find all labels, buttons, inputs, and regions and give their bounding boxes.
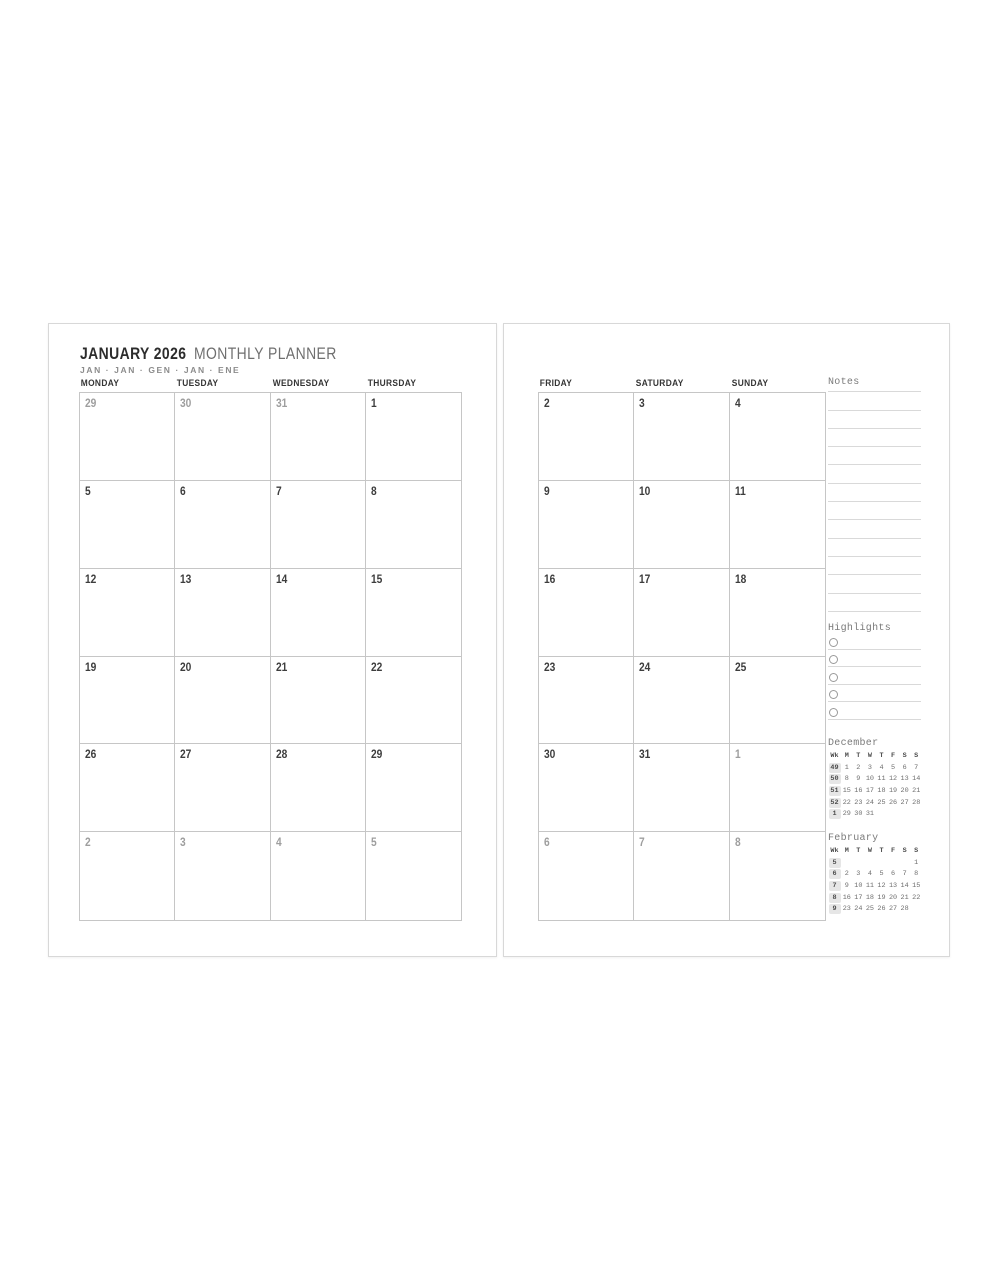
note-line [828,392,921,410]
mini-day [841,857,853,869]
day-cell [366,393,461,481]
day-number: 25 [734,659,747,674]
mini-day: 21 [912,786,921,795]
mini-day: 15 [842,786,851,795]
highlights-section [828,632,921,720]
mini-day: 11 [865,881,874,890]
mini-day: 12 [888,775,898,784]
weekday-header: TUESDAY [176,378,219,389]
day-number: 7 [639,835,646,850]
mini-day: 25 [865,905,874,914]
mini-day: 19 [888,786,898,795]
day-number: 31 [639,747,651,762]
note-line [828,465,921,483]
note-line [828,539,921,557]
note-line [828,520,921,538]
weekday-header: FRIDAY [539,378,573,389]
day-cell [366,481,461,569]
mini-calendar-february [828,834,922,915]
mini-day: 6 [891,870,896,879]
day-number: 14 [275,571,287,586]
mini-day: 5 [891,763,896,772]
weekday-header: WEDNESDAY [272,378,330,389]
day-cell [634,569,729,657]
day-cell [539,744,634,832]
mini-day: 13 [900,775,909,784]
mini-day: 18 [865,893,874,902]
mini-day: 25 [877,798,886,807]
mini-day: 29 [842,810,851,819]
mini-weekday-header: S [902,751,907,760]
page-title [80,344,337,364]
mini-day: 23 [842,905,851,914]
mini-weekday-header: F [891,751,896,760]
day-cell [634,832,729,920]
calendar-grid-left [79,392,462,921]
day-cell [80,393,175,481]
day-number: 24 [639,659,651,674]
highlights-title: Highlights [828,623,892,634]
mini-day: 27 [888,905,898,914]
weekday-header-row-left [79,378,462,389]
calendar-grid-right [538,392,826,921]
mini-weekday-header: Wk [830,846,839,855]
day-number: 7 [275,483,282,498]
planner-spread [48,323,950,957]
day-cell [80,744,175,832]
day-number: 30 [180,396,192,410]
day-cell [175,481,270,569]
mini-day: 21 [900,893,909,902]
note-line [828,429,921,447]
day-number: 6 [544,835,550,850]
day-number: 23 [544,659,556,674]
mini-day: 2 [844,870,849,879]
highlight-row [828,685,921,703]
highlight-row [828,667,921,685]
day-number: 26 [85,747,97,762]
day-number: 8 [370,483,377,498]
note-line [828,374,921,392]
day-number: 9 [544,483,550,498]
day-number: 30 [544,747,556,762]
highlight-circle-icon [829,638,838,647]
highlight-circle-icon [829,690,838,699]
mini-weekday-header: M [844,751,849,760]
week-number: 51 [830,786,839,795]
highlight-circle-icon [829,708,838,717]
day-cell [730,832,825,920]
note-line [828,411,921,429]
mini-day: 17 [854,893,863,902]
day-cell [80,481,175,569]
day-cell [730,744,825,832]
day-number: 31 [275,396,287,410]
day-number: 1 [734,747,741,762]
day-cell [271,393,366,481]
day-number: 10 [639,483,651,498]
week-number: 49 [830,763,839,772]
mini-day: 17 [865,786,874,795]
day-cell [366,657,461,745]
note-line [828,484,921,502]
day-cell [271,657,366,745]
week-number: 7 [829,881,841,891]
note-line [828,557,921,575]
day-number: 6 [180,483,186,498]
mini-day: 15 [912,881,921,890]
day-cell [539,393,634,481]
note-line [828,502,921,520]
mini-day: 1 [844,763,849,772]
day-number: 29 [370,747,383,762]
mini-day: 9 [856,775,861,784]
week-number: 8 [829,893,841,903]
day-cell [80,657,175,745]
day-cell [80,832,175,920]
day-cell [366,744,461,832]
day-cell [730,569,825,657]
mini-day: 4 [867,870,872,879]
day-number: 4 [275,835,282,850]
day-cell [271,832,366,920]
mini-calendar-december [828,739,922,820]
day-number: 2 [85,835,91,850]
day-number: 28 [275,747,287,762]
mini-weekday-header: F [891,846,896,855]
mini-day: 26 [888,798,898,807]
week-number: 50 [830,775,839,784]
mini-day [910,903,922,915]
day-number: 11 [734,483,746,498]
mini-weekday-header: T [879,846,884,855]
day-number: 1 [370,396,377,410]
page-right [503,323,950,957]
mini-day: 10 [854,881,863,890]
week-number: 6 [829,869,841,879]
week-number: 1 [829,809,841,819]
highlight-row [828,702,921,720]
day-cell [366,832,461,920]
mini-day: 22 [912,893,921,902]
mini-day: 28 [900,905,909,914]
weekday-header: SATURDAY [635,378,684,389]
mini-day: 6 [902,763,907,772]
day-number: 20 [180,659,192,674]
mini-day [864,857,876,869]
day-number: 12 [85,571,97,586]
mini-weekday-header: S [914,751,919,760]
mini-day: 8 [844,775,849,784]
mini-day [899,808,911,820]
mini-day [876,808,888,820]
day-cell [80,569,175,657]
mini-day [876,857,888,869]
mini-weekday-header: M [844,846,849,855]
mini-day: 31 [865,810,874,819]
mini-day: 24 [854,905,863,914]
day-number: 21 [275,659,287,674]
day-cell [539,832,634,920]
day-cell [539,657,634,745]
weekday-header: SUNDAY [731,378,769,389]
day-number: 2 [544,396,550,410]
mini-day: 10 [865,775,874,784]
week-number: 5 [829,858,841,868]
notes-section [828,374,921,612]
mini-day: 18 [877,786,886,795]
mini-day [899,857,911,869]
mini-weekday-header: T [856,751,861,760]
mini-weekday-header: T [856,846,861,855]
mini-calendar-grid [828,750,922,820]
mini-day: 12 [877,881,886,890]
planner-type-label: MONTHLY PLANNER [193,344,337,363]
week-number: 9 [829,904,841,914]
day-number: 13 [180,571,192,586]
weekday-header: MONDAY [80,378,120,389]
mini-day: 4 [879,763,884,772]
mini-day [887,808,899,820]
weekday-header-row-right [538,378,826,389]
day-cell [634,481,729,569]
mini-day: 3 [867,763,872,772]
mini-day: 30 [854,810,863,819]
day-cell [271,569,366,657]
mini-day [887,857,899,869]
day-cell [175,744,270,832]
day-number: 16 [544,571,556,586]
day-cell [271,744,366,832]
day-cell [730,481,825,569]
mini-day: 24 [865,798,874,807]
day-number: 18 [734,571,747,586]
mini-day: 28 [912,798,921,807]
note-line [828,447,921,465]
mini-day: 16 [854,786,863,795]
mini-weekday-header: T [879,751,884,760]
day-number: 27 [180,747,192,762]
mini-day: 27 [900,798,909,807]
mini-day [853,857,865,869]
day-number: 29 [85,396,97,410]
highlight-row [828,632,921,650]
page-left [48,323,497,957]
mini-weekday-header: Wk [830,751,839,760]
mini-day: 16 [842,893,851,902]
mini-day: 19 [877,893,886,902]
day-number: 3 [180,835,186,850]
day-cell [539,481,634,569]
note-line [828,594,921,612]
mini-weekday-header: S [914,846,919,855]
day-cell [175,657,270,745]
day-number: 19 [85,659,97,674]
mini-day: 3 [856,870,861,879]
month-title: JANUARY 2026 [80,344,187,363]
day-number: 8 [734,835,741,850]
day-cell [634,657,729,745]
mini-day: 11 [877,775,886,784]
day-cell [366,569,461,657]
day-cell [730,393,825,481]
highlight-circle-icon [829,673,838,682]
week-number: 52 [830,798,839,807]
day-cell [730,657,825,745]
mini-weekday-header: W [867,751,872,760]
day-cell [634,744,729,832]
mini-day: 7 [902,870,907,879]
mini-day: 23 [854,798,863,807]
day-number: 22 [370,659,383,674]
mini-day: 20 [888,893,898,902]
day-cell [175,832,270,920]
mini-day: 7 [914,763,919,772]
mini-weekday-header: S [902,846,907,855]
day-cell [539,569,634,657]
mini-calendar-title: December [828,738,879,749]
mini-calendar-grid [828,845,922,915]
mini-day: 20 [900,786,909,795]
highlight-circle-icon [829,655,838,664]
mini-day: 22 [842,798,851,807]
day-number: 5 [370,835,377,850]
day-number: 4 [734,396,741,410]
notes-title: Notes [828,377,860,388]
day-cell [175,569,270,657]
day-number: 5 [85,483,91,498]
mini-weekday-header: W [867,846,872,855]
day-cell [175,393,270,481]
mini-calendar-title: February [828,833,879,844]
mini-day: 9 [844,881,849,890]
mini-day: 5 [879,870,884,879]
weekday-header: THURSDAY [368,378,417,389]
mini-day: 1 [914,858,919,867]
mini-day: 8 [914,870,919,879]
day-number: 15 [370,571,383,586]
mini-day: 26 [877,905,886,914]
day-number: 17 [639,571,651,586]
mini-day: 13 [888,881,898,890]
highlight-row [828,650,921,668]
mini-day [910,808,922,820]
note-line [828,575,921,593]
day-cell [271,481,366,569]
month-languages-subtitle: JAN · JAN · GEN · JAN · ENE [80,365,241,375]
mini-day: 14 [900,881,909,890]
mini-day: 2 [856,763,861,772]
day-number: 3 [639,396,646,410]
mini-day: 14 [912,775,921,784]
day-cell [634,393,729,481]
